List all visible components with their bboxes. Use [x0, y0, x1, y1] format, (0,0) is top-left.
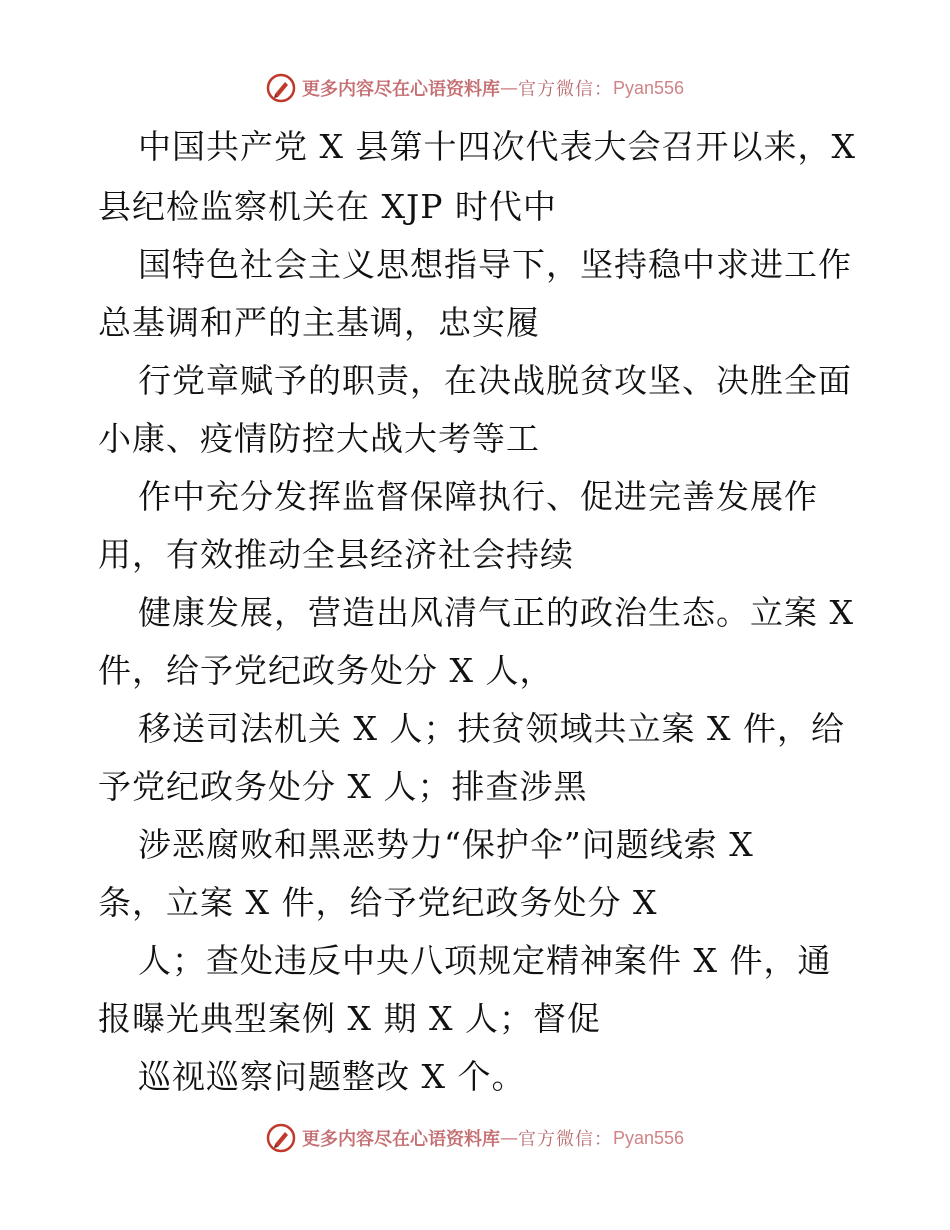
body-line: 国特色社会主义思想指导下，坚持稳中求进工作	[138, 245, 852, 284]
watermark-official-label: 官方微信：	[517, 79, 613, 100]
body-line: 中国共产党 X 县第十四次代表大会召开以来，X	[138, 127, 856, 166]
pen-logo-icon	[266, 73, 296, 103]
header-watermark	[0, 70, 950, 106]
body-line: 行党章赋予的职责，在决战脱贫攻坚、决胜全面	[138, 361, 852, 400]
body-line: 条，立案 X 件，给予党纪政务处分 X	[98, 883, 658, 922]
body-line: 用，有效推动全县经济社会持续	[98, 535, 574, 574]
watermark-wechat-id: Pyan556	[612, 77, 685, 98]
body-line: 小康、疫情防控大战大考等工	[98, 419, 540, 458]
watermark-brand: 更多内容尽在心语资料库	[301, 1129, 500, 1150]
watermark-separator: —	[499, 1127, 518, 1149]
body-line: 总基调和严的主基调，忠实履	[98, 303, 540, 342]
body-line: 人；查处违反中央八项规定精神案件 X 件，通	[138, 941, 832, 980]
watermark-official-label: 官方微信：	[517, 1129, 613, 1150]
body-line: 移送司法机关 X 人；扶贫领域共立案 X 件，给	[138, 709, 845, 748]
watermark-brand: 更多内容尽在心语资料库	[301, 79, 500, 100]
body-line: 巡视巡察问题整改 X 个。	[138, 1057, 526, 1096]
body-line: 报曝光典型案例 X 期 X 人；督促	[98, 999, 601, 1038]
footer-watermark	[0, 1120, 950, 1156]
body-line: 予党纪政务处分 X 人；排查涉黑	[98, 767, 588, 806]
body-line: 作中充分发挥监督保障执行、促进完善发展作	[138, 477, 818, 516]
pen-logo-icon	[266, 1123, 296, 1153]
body-line: 健康发展，营造出风清气正的政治生态。立案 X	[138, 593, 854, 632]
watermark-wechat-id: Pyan556	[612, 1127, 685, 1148]
body-line: 县纪检监察机关在 XJP 时代中	[98, 187, 557, 226]
body-line: 件，给予党纪政务处分 X 人，	[98, 651, 554, 690]
body-line: 涉恶腐败和黑恶势力“保护伞”问题线索 X	[138, 825, 754, 864]
watermark-separator: —	[499, 77, 518, 99]
